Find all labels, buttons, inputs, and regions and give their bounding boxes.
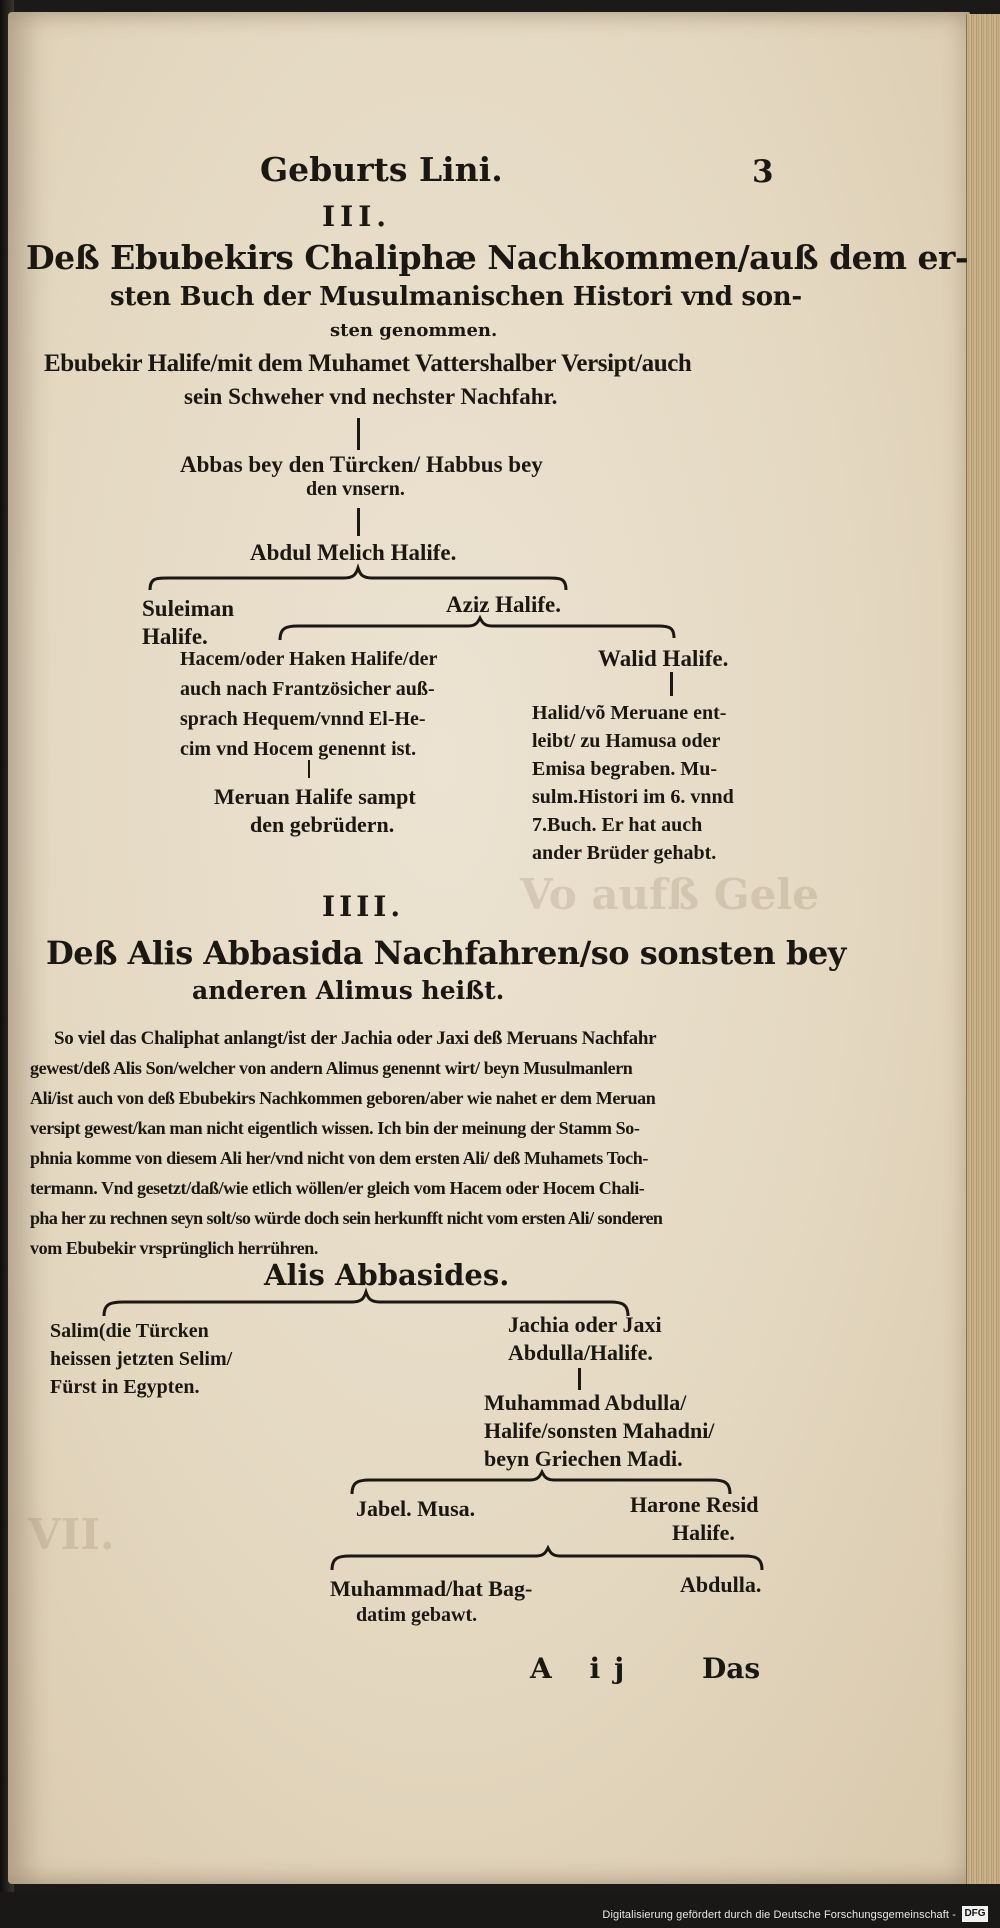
tree-node-walid: Walid Halife. [598, 646, 729, 671]
tree-root: sein Schweher vnd nechster Nachfahr. [184, 384, 558, 409]
tree-node-jabel: Jabel. Musa. [356, 1496, 476, 1521]
tree-node-jachia: Jachia oder Jaxi [508, 1312, 662, 1337]
tree-node-aziz: Aziz Halife. [446, 592, 561, 617]
section-title: Deß Ebubekirs Chaliphæ Nachkommen/auß dem er- [26, 238, 969, 277]
tree-node-suleiman: Suleiman [142, 596, 235, 621]
tree-node-halid: Emisa begraben. Mu- [532, 758, 717, 780]
catchword: Das [702, 1652, 761, 1685]
tree-node-abdul-melich: Abdul Melich Halife. [250, 540, 457, 565]
tree-brace [148, 568, 568, 594]
paragraph-line: gewest/deß Alis Son/welcher von andern Alimus genennt wirt/ beyn Musulmanlern [30, 1058, 633, 1078]
tree-node-harone: Harone Resid [630, 1492, 759, 1517]
section-title: Deß Alis Abbasida Nachfahren/so sonsten bey [46, 934, 846, 972]
tree-node-hacem: sprach Hequem/vnnd El-He- [180, 708, 426, 730]
section-numeral: IIII. [322, 890, 405, 923]
paragraph-line: pha her zu rechnen seyn solt/so würde doch sein herkunfft nicht vom ersten Ali/ sonderen [30, 1208, 663, 1228]
tree-brace [278, 618, 678, 642]
page-number: 3 [752, 154, 774, 190]
tree-node-jachia: Abdulla/Halife. [508, 1340, 653, 1365]
tree-node-halid: 7.Buch. Er hat auch [532, 814, 703, 836]
bleed-through-mark: VII. [28, 1510, 115, 1559]
tree-node-hacem: auch nach Frantzösicher auß- [180, 678, 435, 700]
dfg-logo: DFG [962, 1906, 988, 1922]
tree-node-abdulla: Abdulla. [680, 1572, 762, 1597]
tree-connector [670, 672, 673, 696]
tree-node-muhammad: Muhammad Abdulla/ [484, 1390, 687, 1415]
tree-node-halid: leibt/ zu Hamusa oder [532, 730, 721, 752]
tree-connector [357, 508, 360, 536]
tree-node-hacem: Hacem/oder Haken Halife/der [180, 648, 438, 670]
paragraph-line: vom Ebubekir vrsprünglich herrühren. [30, 1238, 318, 1258]
tree-node-muhammad: Halife/sonsten Mahadni/ [484, 1418, 715, 1443]
tree-node-halid: ander Brüder gehabt. [532, 842, 717, 864]
paragraph-line: termann. Vnd gesetzt/daß/wie etlich wöllen/er gleich vom Hacem oder Hocem Chali- [30, 1178, 645, 1198]
running-head: Geburts Lini. [260, 150, 503, 189]
bleed-through-text: Vo aufß Gele [520, 870, 819, 919]
digitization-credit: Digitalisierung gefördert durch die Deutsche Forschungsgemeinschaft - [602, 1909, 956, 1921]
tree-node-muhammad-bagdad: datim gebawt. [356, 1604, 478, 1626]
signature-mark: A ij [530, 1652, 639, 1685]
tree-node-salim: Salim(die Türcken [50, 1320, 209, 1342]
page-edges [966, 14, 1000, 1884]
tree-node-halid: Halid/võ Meruane ent- [532, 702, 727, 724]
tree-root: Ebubekir Halife/mit dem Muhamet Vattershalber Versipt/auch [44, 350, 692, 377]
tree-node-salim: Fürst in Egypten. [50, 1376, 200, 1398]
section-numeral: III. [322, 200, 392, 233]
tree-node-suleiman: Halife. [142, 624, 208, 649]
section-title: sten genommen. [330, 320, 498, 341]
tree-connector [357, 418, 360, 450]
tree-node-muhammad: beyn Griechen Madi. [484, 1446, 683, 1471]
tree-node-abbas: Abbas bey den Türcken/ Habbus bey [180, 452, 543, 477]
tree-heading: Alis Abbasides. [264, 1258, 510, 1292]
tree-connector [578, 1368, 581, 1390]
paragraph-line: So viel das Chaliphat anlangt/ist der Jachia oder Jaxi deß Meruans Nachfahr [54, 1028, 657, 1049]
paragraph-line: phnia komme von diesem Ali her/vnd nicht von dem ersten Ali/ deß Muhamets Toch- [30, 1148, 648, 1168]
tree-node-salim: heissen jetzten Selim/ [50, 1348, 233, 1370]
tree-node-meruan: den gebrüdern. [250, 812, 395, 837]
section-title: anderen Alimus heißt. [192, 976, 505, 1005]
tree-node-harone: Halife. [672, 1520, 735, 1545]
tree-node-abbas: den vnsern. [306, 478, 405, 500]
paragraph-line: versipt gewest/kan man nicht eigentlich wissen. Ich bin der meinung der Stamm So- [30, 1118, 640, 1138]
tree-connector [308, 760, 310, 778]
tree-node-meruan: Meruan Halife sampt [214, 784, 416, 809]
tree-node-hacem: cim vnd Hocem genennt ist. [180, 738, 417, 760]
tree-brace [330, 1548, 766, 1572]
paragraph-line: Ali/ist auch von deß Ebubekirs Nachkommen geboren/aber wie nahet er dem Meruan [30, 1088, 656, 1108]
tree-node-muhammad-bagdad: Muhammad/hat Bag- [330, 1576, 533, 1601]
section-title: sten Buch der Musulmanischen Histori vnd son- [110, 282, 802, 312]
tree-node-halid: sulm.Histori im 6. vnnd [532, 786, 734, 808]
